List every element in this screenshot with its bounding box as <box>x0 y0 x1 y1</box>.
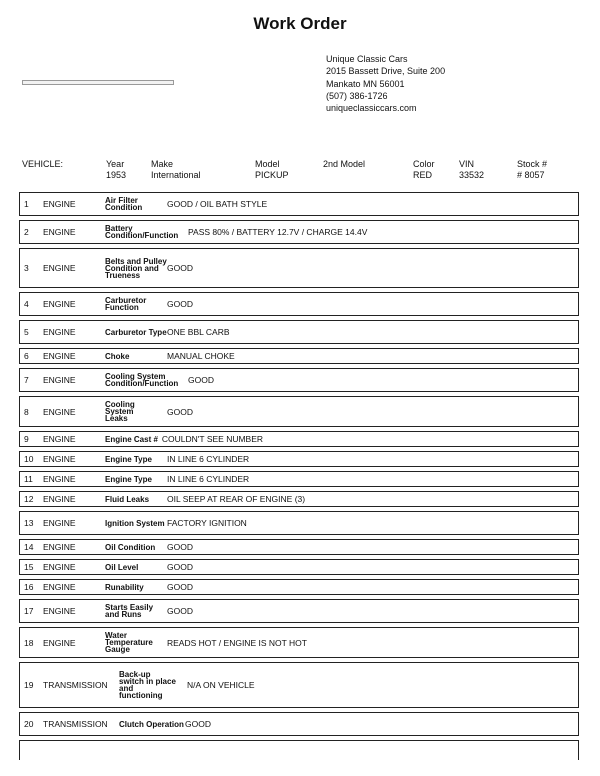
row-category: ENGINE <box>43 637 76 648</box>
vehicle-field-model <box>255 159 289 181</box>
row-category: ENGINE <box>43 582 76 592</box>
inspection-row <box>19 396 579 427</box>
vehicle-field-make <box>151 159 201 181</box>
logo-placeholder <box>22 80 174 85</box>
row-item: Starts Easily and Runs <box>105 603 154 619</box>
vehicle-field-2nd-model <box>323 159 365 170</box>
vehicle-vin-value: 33532 <box>459 170 485 180</box>
row-category: ENGINE <box>43 406 76 417</box>
row-number: 6 <box>24 351 29 361</box>
row-value: GOOD <box>167 263 193 273</box>
row-number: 1 <box>24 199 29 209</box>
row-category: ENGINE <box>43 375 76 385</box>
row-value: PASS 80% / BATTERY 12.7V / CHARGE 14.4V <box>188 227 368 237</box>
row-number: 14 <box>24 542 34 552</box>
inspection-row <box>19 579 579 595</box>
inspection-row <box>19 348 579 364</box>
row-item: Cooling System Condition/Function <box>105 372 179 388</box>
row-value: GOOD <box>185 719 211 729</box>
inspection-row <box>19 559 579 575</box>
row-category: TRANSMISSION <box>43 719 108 729</box>
row-item: Cooling System Leaks <box>105 400 135 423</box>
inspection-row <box>19 471 579 487</box>
company-phone: (507) 386-1726 <box>326 90 388 101</box>
row-number: 17 <box>24 606 34 616</box>
vehicle-stock-value: # 8057 <box>517 170 545 180</box>
row-value: MANUAL CHOKE <box>167 351 235 361</box>
row-category: ENGINE <box>43 263 76 273</box>
inspection-row <box>19 712 579 736</box>
inspection-row <box>19 320 579 344</box>
row-number: 18 <box>24 637 34 648</box>
inspection-row <box>19 539 579 555</box>
company-website[interactable]: uniqueclassiccars.com <box>326 103 417 114</box>
row-value: GOOD <box>167 582 193 592</box>
row-item: Back-up switch in place and functioning <box>119 670 176 700</box>
vehicle-make-header: Make <box>151 159 174 169</box>
company-info <box>326 53 445 114</box>
row-value: N/A ON VEHICLE <box>187 680 255 690</box>
page-title: Work Order <box>253 14 347 33</box>
row-value: GOOD <box>167 299 193 309</box>
vehicle-color-value: RED <box>413 170 433 180</box>
inspection-row <box>19 627 579 658</box>
row-value: GOOD <box>167 606 193 616</box>
vehicle-field-year <box>106 159 126 181</box>
row-category: ENGINE <box>43 434 76 444</box>
row-value: GOOD / OIL BATH STYLE <box>167 199 268 209</box>
inspection-row <box>19 248 579 288</box>
vehicle-2nd-model-header: 2nd Model <box>323 159 366 169</box>
row-value: ONE BBL CARB <box>167 327 230 337</box>
inspection-list <box>19 192 579 764</box>
row-item: Clutch Operation <box>119 719 184 729</box>
row-category: TRANSMISSION <box>43 680 108 690</box>
row-value: OIL SEEP AT REAR OF ENGINE (3) <box>167 494 306 504</box>
inspection-row <box>19 220 579 244</box>
row-number: 2 <box>24 227 29 237</box>
row-value: COULDN'T SEE NUMBER <box>161 434 264 444</box>
vehicle-field-vin <box>459 159 484 181</box>
inspection-row <box>19 192 579 216</box>
vehicle-vin-header: VIN <box>459 159 475 169</box>
vehicle-model-header: Model <box>255 159 280 169</box>
vehicle-label: VEHICLE: <box>22 159 64 169</box>
row-number: 19 <box>24 680 34 690</box>
inspection-row <box>19 511 579 535</box>
row-category: ENGINE <box>43 454 76 464</box>
company-name: Unique Classic Cars <box>326 54 408 64</box>
company-address-line2: Mankato MN 56001 <box>326 78 405 89</box>
row-number: 16 <box>24 582 34 592</box>
inspection-row <box>19 662 579 708</box>
row-value: GOOD <box>167 562 193 572</box>
row-value: IN LINE 6 CYLINDER <box>167 474 250 484</box>
row-category: ENGINE <box>43 474 76 484</box>
vehicle-year-header: Year <box>106 159 125 169</box>
row-item: Carburetor Type <box>105 327 167 337</box>
row-value: READS HOT / ENGINE IS NOT HOT <box>167 637 307 648</box>
row-value: GOOD <box>188 375 214 385</box>
row-category: ENGINE <box>43 518 76 528</box>
row-item: Battery Condition/Function <box>105 224 179 240</box>
row-item: Fluid Leaks <box>105 494 150 504</box>
inspection-row <box>19 368 579 392</box>
row-item: Oil Condition <box>105 542 156 552</box>
row-category: ENGINE <box>43 542 76 552</box>
row-value: FACTORY IGNITION <box>167 518 247 528</box>
row-category: ENGINE <box>43 227 76 237</box>
row-category: ENGINE <box>43 351 76 361</box>
row-number: 10 <box>24 454 34 464</box>
row-category: ENGINE <box>43 562 76 572</box>
inspection-row <box>19 491 579 507</box>
vehicle-year-value: 1953 <box>106 170 127 180</box>
row-category: ENGINE <box>43 606 76 616</box>
inspection-row-partial <box>19 740 579 760</box>
row-number: 3 <box>24 263 29 273</box>
vehicle-model-value: PICKUP <box>255 170 289 180</box>
company-address-line1: 2015 Bassett Drive, Suite 200 <box>326 66 446 77</box>
vehicle-stock-header: Stock # <box>517 159 548 169</box>
row-category: ENGINE <box>43 299 76 309</box>
row-number: 9 <box>24 434 29 444</box>
row-category: ENGINE <box>43 494 76 504</box>
row-category: ENGINE <box>43 327 76 337</box>
row-item: Runability <box>105 582 144 592</box>
inspection-row <box>19 431 579 447</box>
vehicle-make-value: International <box>151 170 201 180</box>
row-number: 13 <box>24 518 34 528</box>
row-value: GOOD <box>167 542 193 552</box>
row-item: Ignition System <box>105 518 165 528</box>
row-item: Water Temperature Gauge <box>105 631 153 654</box>
row-item: Engine Type <box>105 454 152 464</box>
row-item: Carburetor Function <box>105 296 147 312</box>
row-item: Engine Type <box>105 474 152 484</box>
row-number: 7 <box>24 375 29 385</box>
vehicle-field-stock <box>517 159 547 181</box>
row-number: 11 <box>24 474 33 484</box>
row-number: 12 <box>24 494 34 504</box>
vehicle-color-header: Color <box>413 159 435 169</box>
row-item: Air Filter Condition <box>105 196 143 212</box>
row-item: Engine Cast # <box>105 434 158 444</box>
row-category: ENGINE <box>43 199 76 209</box>
row-item: Oil Level <box>105 562 139 572</box>
row-item: Belts and Pulley Condition and Trueness <box>105 256 167 280</box>
row-item: Choke <box>105 351 130 361</box>
row-number: 15 <box>24 562 34 572</box>
row-number: 20 <box>24 719 34 729</box>
row-number: 4 <box>24 299 29 309</box>
inspection-row <box>19 599 579 623</box>
row-number: 5 <box>24 327 29 337</box>
row-number: 8 <box>24 406 29 417</box>
inspection-row <box>19 451 579 467</box>
row-value: IN LINE 6 CYLINDER <box>167 454 250 464</box>
vehicle-field-color <box>413 159 435 181</box>
row-value: GOOD <box>167 406 193 417</box>
inspection-row <box>19 292 579 316</box>
